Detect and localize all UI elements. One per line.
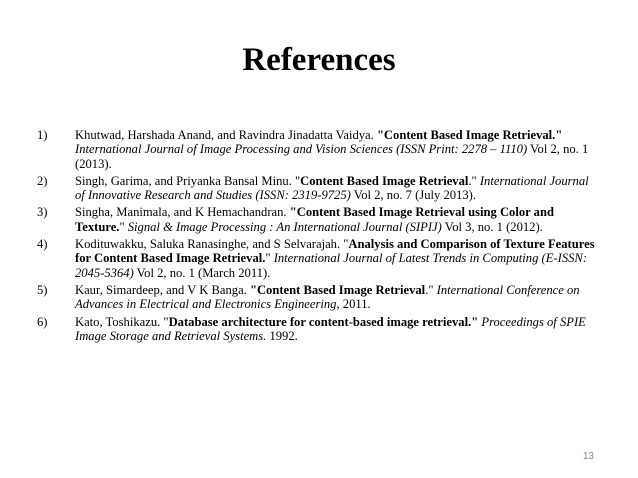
reference-text-segment: Kato, Toshikazu. ": [75, 314, 169, 329]
reference-item: [37, 315, 597, 344]
reference-text: [75, 128, 588, 171]
reference-list: [37, 128, 597, 346]
reference-title-segment: "Content Based Image Retrieval.": [376, 128, 563, 142]
reference-text-segment: Vol 2, no. 7 (July 2013).: [350, 188, 476, 203]
reference-title-segment: Database architecture for content-based image retrieval.": [168, 314, 479, 329]
reference-source-segment: International Journal of Image Processing and Vision Sciences (ISSN Print: 2278 – 1110): [75, 142, 528, 157]
reference-text: [75, 315, 586, 343]
reference-number: 4): [37, 237, 48, 252]
reference-text-segment: , 2011.: [336, 297, 371, 312]
reference-source-segment: Signal & Image Processing : An International Journal (SIPIJ): [127, 219, 442, 234]
reference-item: [37, 205, 597, 234]
reference-text-segment: .": [468, 173, 480, 188]
page-number: 13: [582, 451, 594, 462]
slide-title: References: [242, 42, 396, 78]
reference-source-segment: International Journal of Latest Trends in Computing (E-ISSN: 2045-5364): [75, 251, 588, 280]
reference-number: 6): [37, 314, 48, 329]
reference-title-segment: Analysis and Comparison of Texture Features for Content Based Image Retrieval.: [75, 237, 595, 266]
reference-item: [37, 174, 597, 203]
reference-number: 3): [37, 205, 48, 220]
reference-text-segment: ": [119, 219, 128, 234]
reference-source-segment: International Conference on Advances in Electrical and Electronics Engineering: [75, 282, 580, 312]
reference-text-segment: Kodituwakku, Saluka Ranasinghe, and S Selvarajah. ": [75, 237, 349, 252]
reference-number: 1): [37, 128, 48, 142]
reference-title-segment: "Content Based Image Retrieval using Color and Texture.: [75, 205, 554, 234]
reference-text-segment: Khutwad, Harshada Anand, and Ravindra Jinadatta Vaidya.: [75, 128, 377, 142]
reference-text-segment: Vol 2, no. 1 (March 2011).: [133, 265, 271, 280]
reference-item: [37, 128, 597, 171]
reference-text-segment: Vol 3, no. 1 (2012).: [441, 219, 543, 234]
reference-text: [75, 237, 595, 280]
reference-text-segment: Kaur, Simardeep, and V K Banga.: [75, 282, 250, 297]
reference-source-segment: International Journal of Innovative Research and Studies (ISSN: 2319-9725): [75, 173, 589, 203]
reference-text: [75, 205, 554, 233]
reference-item: [37, 283, 597, 312]
reference-title-segment: "Content Based Image Retrieval: [249, 282, 426, 297]
reference-title-segment: Content Based Image Retrieval: [300, 173, 469, 188]
reference-text: [75, 174, 589, 202]
reference-text-segment: Singh, Garima, and Priyanka Bansal Minu. ": [75, 173, 301, 188]
reference-text-segment: ": [265, 251, 274, 266]
reference-text-segment: 1992.: [266, 328, 298, 343]
reference-number: 2): [37, 173, 48, 188]
reference-source-segment: Proceedings of SPIE Image Storage and Retrieval Systems.: [75, 314, 586, 343]
reference-text-segment: Vol 2, no. 1 (2013).: [75, 142, 589, 171]
reference-text-segment: Singha, Manimala, and K Hemachandran.: [75, 205, 290, 220]
reference-text: [75, 283, 580, 311]
reference-number: 5): [37, 282, 48, 297]
reference-text-segment: .": [425, 282, 437, 297]
reference-item: [37, 237, 597, 280]
